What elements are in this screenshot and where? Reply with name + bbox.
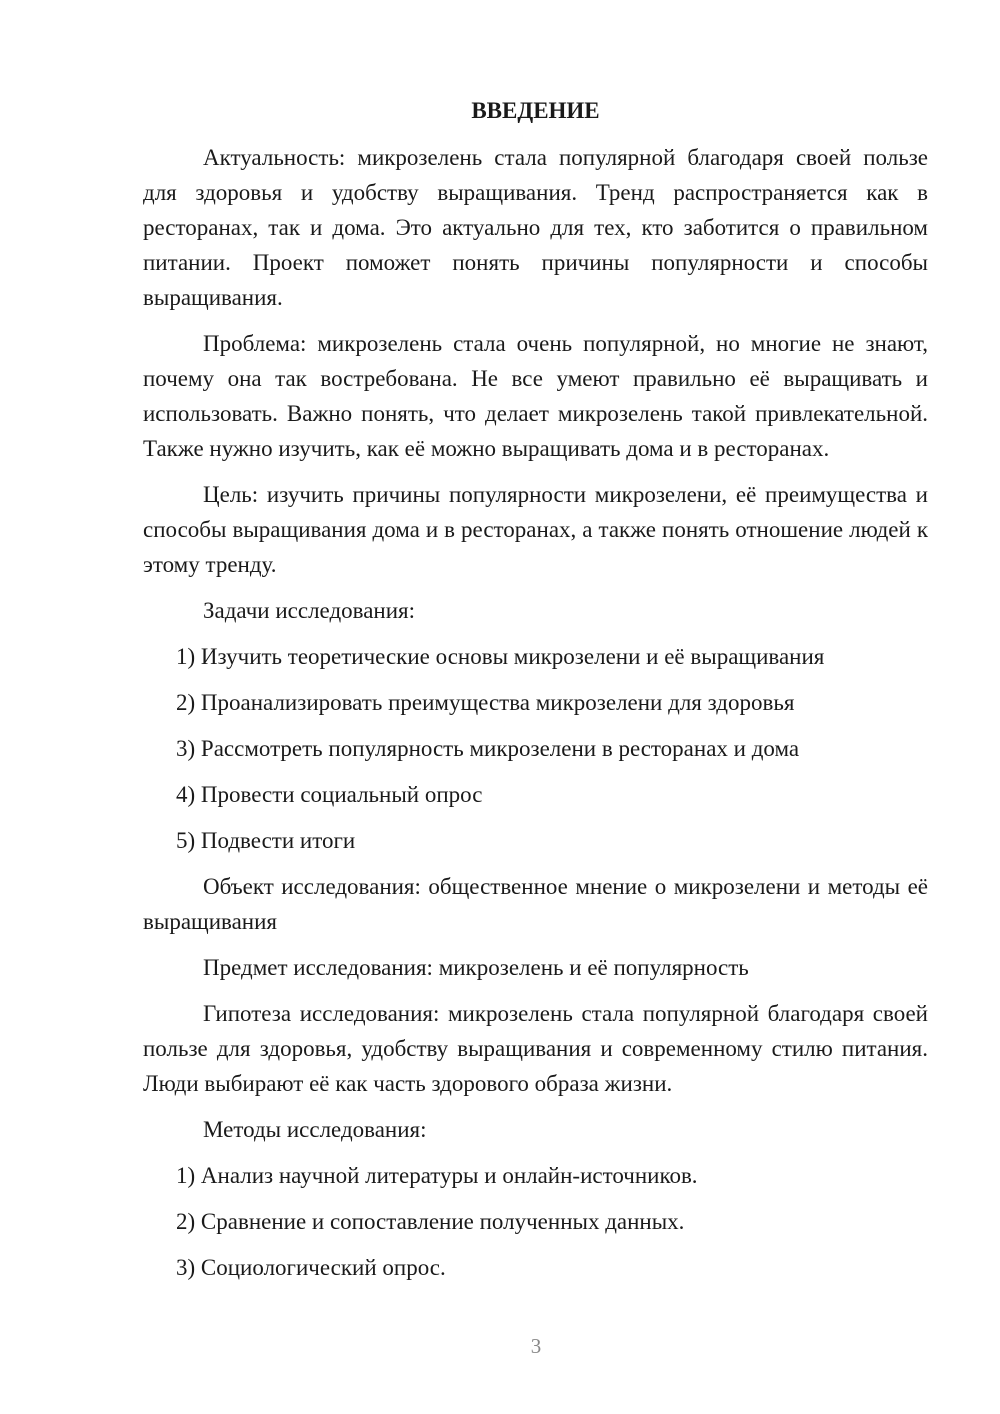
hypothesis-paragraph: Гипотеза исследования: микрозелень стала популярной благодаря своей пользе для здоровья, удобству выращивания и современному стилю питания. Люди выбирают её как часть здорового образа жизни. (143, 1001, 928, 1096)
subject-line: Предмет исследования: микрозелень и её популярность (203, 955, 749, 980)
task-item: 2) Проанализировать преимущества микрозелени для здоровья (176, 690, 795, 715)
task-item: 3) Рассмотреть популярность микрозелени в ресторанах и дома (176, 736, 800, 761)
object-paragraph: Объект исследования: общественное мнение о микрозелени и методы её выращивания (143, 874, 928, 934)
actuality-paragraph: Актуальность: микрозелень стала популярной благодаря своей пользе для здоровья и удобству выращивания. Тренд распространяется как в ресторанах, так и дома. Это актуально для тех, кто заботится о правильном питании. Проект поможет понять причины популярности и способы выращивания. (143, 145, 928, 310)
method-item: 3) Социологический опрос. (176, 1255, 446, 1280)
method-item: 2) Сравнение и сопоставление полученных данных. (176, 1209, 685, 1234)
methods-heading: Методы исследования: (203, 1117, 427, 1142)
page-content (143, 96, 928, 1296)
goal-paragraph: Цель: изучить причины популярности микрозелени, её преимущества и способы выращивания дома и в ресторанах, а также понять отношение людей к этому тренду. (143, 482, 928, 577)
task-item: 4) Провести социальный опрос (176, 782, 483, 807)
method-item: 1) Анализ научной литературы и онлайн-источников. (176, 1163, 698, 1188)
problem-paragraph: Проблема: микрозелень стала очень популярной, но многие не знают, почему она так востребована. Не все умеют правильно её выращивать и использовать. Важно понять, что делает микрозелень такой привлекательной. Также нужно изучить, как её можно выращивать дома и в ресторанах. (143, 331, 928, 461)
section-title: ВВЕДЕНИЕ (471, 98, 600, 123)
task-item: 5) Подвести итоги (176, 828, 356, 853)
page-number: 3 (530, 1334, 542, 1358)
tasks-heading: Задачи исследования: (203, 598, 416, 623)
task-item: 1) Изучить теоретические основы микрозелени и её выращивания (176, 644, 825, 669)
